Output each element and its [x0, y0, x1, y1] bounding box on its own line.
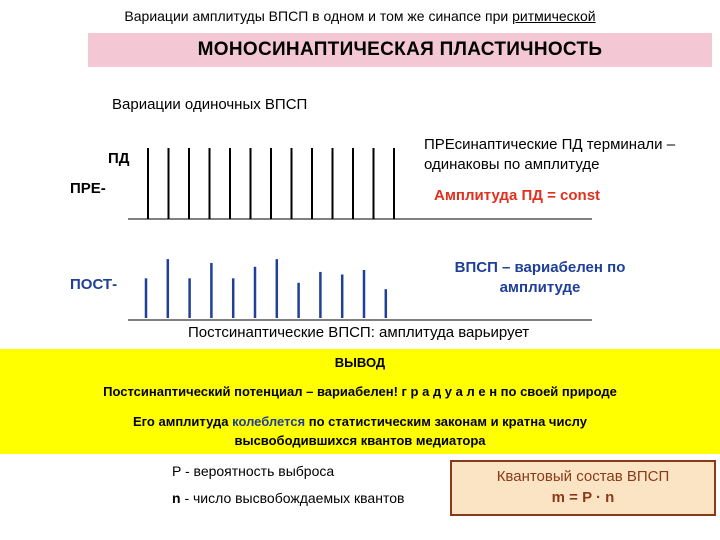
- diagram-subheading: Вариации одиночных ВПСП: [112, 96, 308, 113]
- conclusion-highlight: колеблется: [232, 414, 306, 429]
- post-caption: Постсинаптические ВПСП: амплитуда варьирует: [188, 324, 530, 341]
- conclusion-line-2: [0, 412, 720, 450]
- pre-terminal-note: ПРЕсинаптические ПД терминали – одинаковы по амплитуде: [424, 136, 676, 173]
- conclusion-line-3: высвободившихся квантов медиатора: [234, 433, 486, 448]
- label-pd: ПД: [108, 150, 130, 167]
- amplitude-const-label: Амплитуда ПД = const: [434, 187, 601, 204]
- post-spikes-group: [146, 259, 386, 318]
- topic-banner-text: МОНОСИНАПТИЧЕСКАЯ ПЛАСТИЧНОСТЬ: [197, 39, 603, 60]
- page-title-underlined: ритмической: [512, 8, 596, 24]
- p-symbol: P: [172, 463, 182, 479]
- quantum-formula: m = P · n: [551, 489, 615, 506]
- conclusion-line-1: Постсинаптический потенциал – вариабелен! г р а д у а л е н по своей природе: [103, 384, 617, 399]
- conclusion-line-2-end: по статистическим законам и кратна числу: [308, 414, 587, 429]
- n-symbol: n: [172, 490, 181, 506]
- vpsp-variable-note: ВПСП – вариабелен по амплитуде: [454, 259, 626, 296]
- conclusion-title: ВЫВОД: [334, 355, 386, 370]
- p-text: - вероятность выброса: [184, 463, 335, 479]
- page-title-text: Вариации амплитуды ВПСП в одном и том же синапсе при: [124, 8, 509, 24]
- quantum-composition-title: Квантовый состав ВПСП: [496, 468, 670, 485]
- conclusion-line-2-start: Его амплитуда: [133, 414, 229, 429]
- p-definition: [172, 463, 334, 479]
- pre-spikes-group: [148, 148, 394, 219]
- label-pre: ПРЕ-: [70, 180, 106, 197]
- label-post: ПОСТ-: [70, 276, 118, 293]
- n-definition: [172, 490, 404, 506]
- n-text: - число высвобождаемых квантов: [184, 490, 405, 506]
